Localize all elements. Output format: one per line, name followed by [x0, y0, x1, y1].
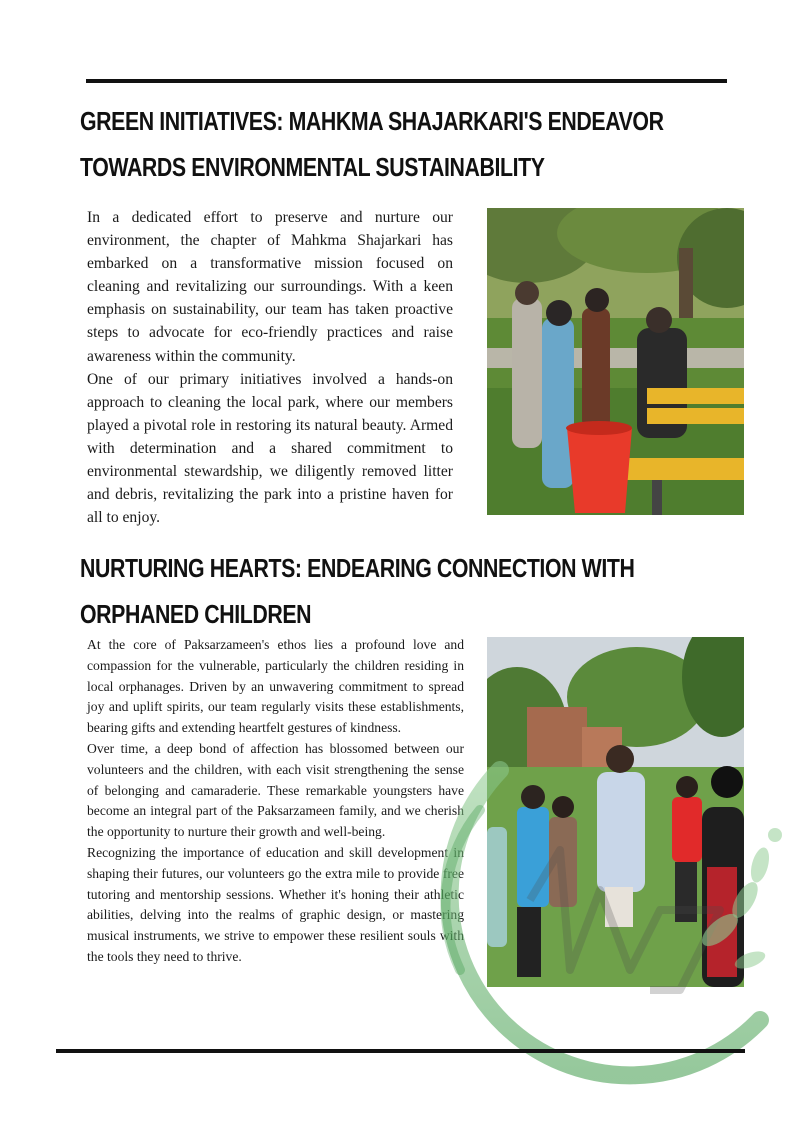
section1-heading — [80, 98, 664, 190]
section1-heading-line-1: GREEN INITIATIVES: MAHKMA SHAJARKARI'S ENDEAVOR — [80, 106, 664, 136]
watermark-logo-icon — [420, 740, 790, 1130]
section2-heading — [80, 545, 634, 637]
section1-heading-line-2: TOWARDS ENVIRONMENTAL SUSTAINABILITY — [80, 152, 545, 182]
bottom-divider — [56, 1049, 745, 1053]
top-divider — [86, 79, 727, 83]
section1-paragraph-1: In a dedicated effort to preserve and nurture our environment, the chapter of Mahkma Shajarkari has embarked on a transformative mission focused on cleaning and revitalizing our surroundings. With a keen emphasis on sustainability, our team has taken proactive steps to advocate for eco-friendly practices and raise awareness within the community. — [87, 209, 453, 365]
section2-body — [87, 635, 464, 968]
section1-body — [87, 206, 453, 529]
section2-heading-line-2: ORPHANED CHILDREN — [80, 599, 312, 629]
section2-heading-line-1: NURTURING HEARTS: ENDEARING CONNECTION WITH — [80, 553, 635, 583]
section2-paragraph-3: Recognizing the importance of education and skill development in shaping their futures, our volunteers go the extra mile to provide free tutoring and mentorship sessions. Whether it's honing their athletic abilities, delving into the realms of graphic design, or mastering musical instruments, we strive to empower these resilient souls with the tools they need to thrive. — [87, 844, 464, 964]
section2-paragraph-1: At the core of Paksarzameen's ethos lies a profound love and compassion for the vulnerable, particularly the children residing in local orphanages. Driven by an unwavering commitment to spread joy and uplift spirits, our team regularly visits these establishments, bearing gifts and extending heartfelt gestures of kindness. — [87, 637, 464, 736]
park-cleanup-photo — [487, 208, 744, 515]
section1-paragraph-2: One of our primary initiatives involved a hands-on approach to cleaning the local park, where our members played a pivotal role in restoring its natural beauty. Armed with determination and a shared commitment to environmental stewardship, we diligently removed litter and debris, revitalizing the park into a pristine haven for all to enjoy. — [87, 370, 453, 527]
section2-paragraph-2: Over time, a deep bond of affection has blossomed between our volunteers and the children, with each visit strengthening the sense of belonging and camaraderie. These remarkable youngsters have become an integral part of the Paksarzameen family, and we cherish the opportunity to nurture their growth and well-being. — [87, 740, 464, 840]
